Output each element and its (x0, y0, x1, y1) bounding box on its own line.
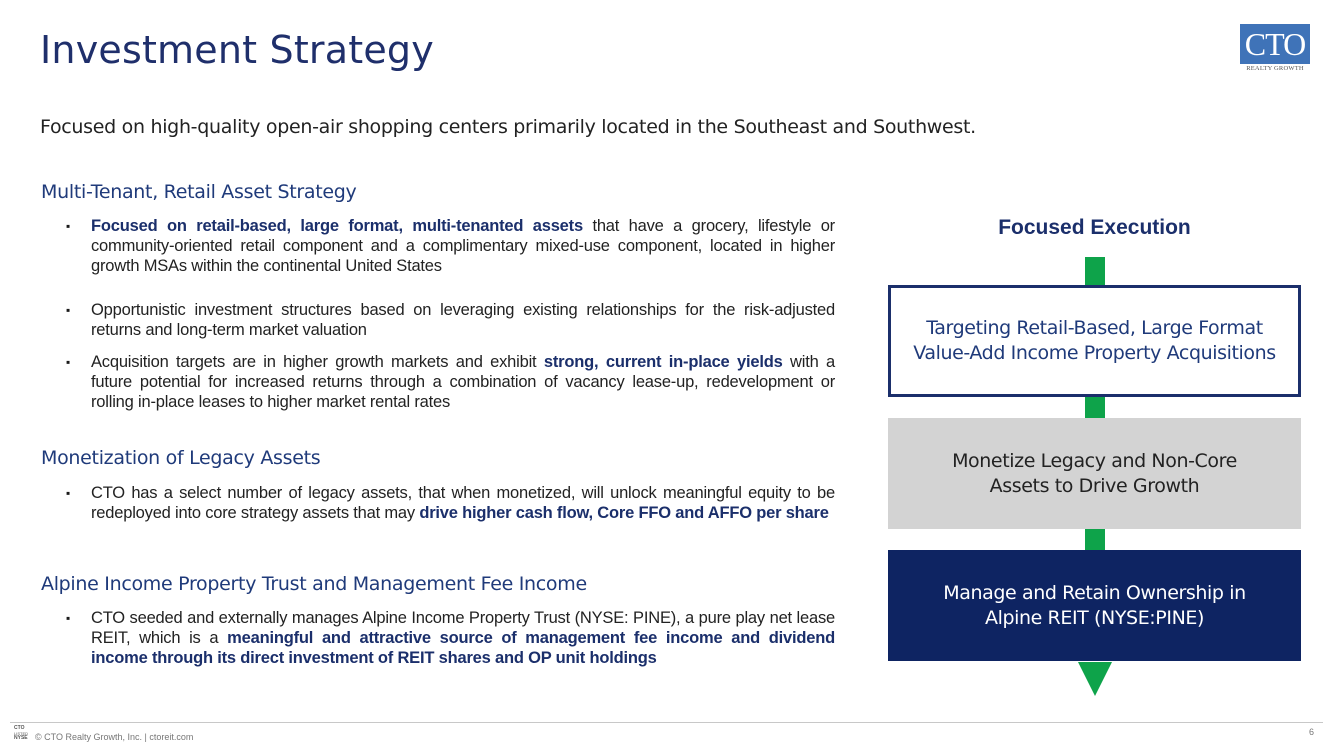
bullet-item (66, 352, 835, 412)
bullet-text: CTO has a select number of legacy assets, that when monetized, will unlock meaningful equity to be redeployed into core strategy assets that may (91, 484, 835, 522)
bullet-text: Acquisition targets are in higher growth markets and exhibit (91, 353, 544, 371)
page-title: Investment Strategy (40, 28, 434, 72)
focused-execution-title: Focused Execution (998, 216, 1191, 239)
section-heading-retail-strategy: Multi-Tenant, Retail Asset Strategy (41, 181, 357, 203)
step-line: Monetize Legacy and Non-Core (952, 449, 1237, 472)
bullet-bold-text: drive higher cash flow, Core FFO and AFFO per share (419, 504, 829, 522)
page-subtitle: Focused on high-quality open-air shopping centers primarily located in the Southeast and Southwest. (40, 116, 976, 138)
execution-step-acquisitions (888, 285, 1301, 397)
bullet-item (66, 300, 835, 340)
badge-line: NYSE (14, 735, 28, 741)
execution-step-alpine (888, 550, 1301, 661)
bullet-icon: ▪ (66, 219, 71, 233)
company-logo (1238, 24, 1312, 80)
step-line: Assets to Drive Growth (989, 474, 1200, 497)
step-line: Value-Add Income Property Acquisitions (913, 342, 1276, 364)
connector-bar (1085, 257, 1105, 285)
connector-bar (1085, 529, 1105, 550)
bullet-text: Opportunistic investment structures based on leveraging existing relationships for the risk-adjusted returns and long-term market valuation (91, 301, 835, 339)
nyse-listed-badge (14, 726, 28, 741)
bullet-icon: ▪ (66, 486, 71, 500)
bullet-bold-text: meaningful and attractive source of management fee income and dividend income through its direct investment of REIT shares and OP unit holdings (91, 629, 835, 667)
section-heading-legacy-assets: Monetization of Legacy Assets (41, 447, 321, 469)
bullet-text: CTO seeded and externally manages Alpine Income Property Trust (NYSE: PINE), a pure play net lease REIT, which is a (91, 609, 835, 647)
step-line: Targeting Retail-Based, Large Format (926, 317, 1263, 339)
bullet-icon: ▪ (66, 355, 71, 369)
bullet-text: that have a grocery, lifestyle or community-oriented retail component and a complimentary mixed-use component, located in higher growth MSAs within the continental United States (91, 217, 835, 275)
footer-divider (10, 722, 1323, 723)
badge-line: LISTED (14, 731, 29, 736)
bullet-item (66, 608, 835, 668)
footer-copyright: © CTO Realty Growth, Inc. | ctoreit.com (35, 732, 194, 742)
page-number: 6 (1308, 727, 1314, 737)
logo-mark: CTO (1240, 24, 1310, 64)
bullet-bold-text: strong, current in-place yields (543, 353, 783, 371)
down-arrow-icon (1078, 662, 1112, 696)
step-line: Manage and Retain Ownership in (943, 581, 1246, 604)
bullet-item (66, 216, 835, 276)
bullet-icon: ▪ (66, 611, 71, 625)
execution-step-monetize (888, 418, 1301, 529)
bullet-bold-text: Focused on retail-based, large format, multi-tenanted assets (91, 217, 583, 235)
logo-tagline: REALTY GROWTH (1246, 65, 1304, 72)
section-heading-alpine-income: Alpine Income Property Trust and Management Fee Income (41, 573, 587, 595)
step-line: Alpine REIT (NYSE:PINE) (984, 606, 1205, 629)
bullet-item (66, 483, 835, 523)
connector-bar (1085, 397, 1105, 418)
badge-line: CTO (14, 725, 25, 731)
bullet-icon: ▪ (66, 303, 71, 317)
bullet-text: with a future potential for increased returns through a combination of vacancy lease-up, redevelopment or rolling in-place leases to higher market rental rates (91, 353, 835, 411)
